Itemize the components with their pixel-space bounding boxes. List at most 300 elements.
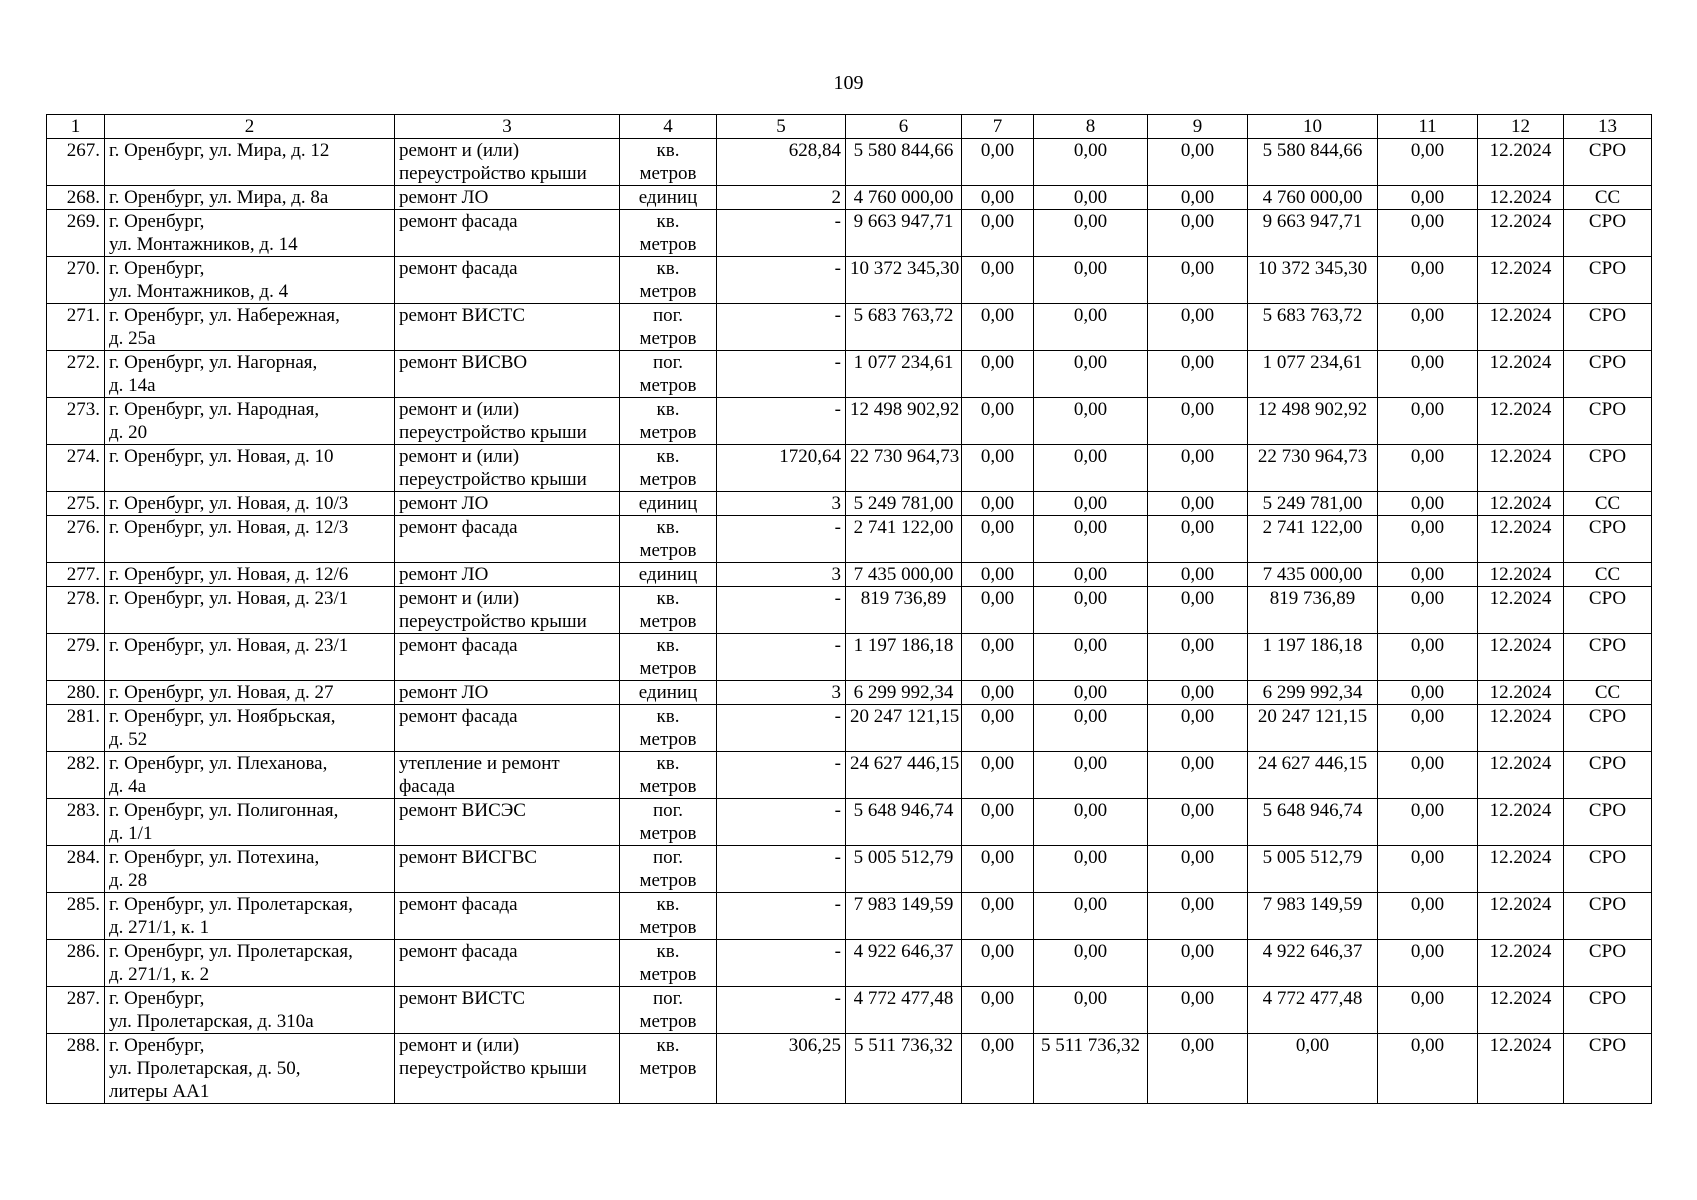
- unit-cell-line: кв.: [656, 635, 680, 656]
- address-cell-line: г. Оренбург, ул. Новая, д. 23/1: [109, 635, 349, 656]
- cost-col10-cell: 7 435 000,00: [1248, 563, 1378, 587]
- column-header: 11: [1378, 115, 1478, 139]
- address-cell: [105, 987, 395, 1034]
- row-number-cell: 276.: [47, 516, 105, 563]
- address-cell-line: д. 271/1, к. 2: [109, 964, 210, 985]
- address-cell-line: ул. Пролетарская, д. 50,: [109, 1058, 301, 1079]
- work-type-cell-line: ремонт и (или): [399, 399, 520, 420]
- quantity-cell: -: [717, 846, 846, 893]
- cost-col10-cell: 10 372 345,30: [1248, 257, 1378, 304]
- cost-col9-cell: 0,00: [1148, 398, 1248, 445]
- quantity-cell: -: [717, 587, 846, 634]
- cost-col10-cell: 5 005 512,79: [1248, 846, 1378, 893]
- cost-col9-cell: 0,00: [1148, 893, 1248, 940]
- work-type-cell-line: ремонт фасада: [399, 635, 518, 656]
- address-cell-line: г. Оренбург, ул. Новая, д. 10: [109, 446, 334, 467]
- address-cell-line: г. Оренбург, ул. Потехина,: [109, 847, 320, 868]
- unit-cell: [620, 563, 717, 587]
- cost-col10-cell: 22 730 964,73: [1248, 445, 1378, 492]
- unit-cell: [620, 752, 717, 799]
- work-type-cell: [395, 257, 620, 304]
- address-cell-line: литеры АА1: [109, 1081, 210, 1102]
- work-type-cell-line: ремонт и (или): [399, 588, 520, 609]
- completion-date-cell: 12.2024: [1478, 752, 1564, 799]
- address-cell-line: г. Оренбург, ул. Новая, д. 27: [109, 682, 334, 703]
- unit-cell-line: кв.: [656, 941, 680, 962]
- cost-col7-cell: 0,00: [962, 846, 1034, 893]
- row-number-cell: 274.: [47, 445, 105, 492]
- unit-cell-line: метров: [639, 1058, 697, 1079]
- cost-col9-cell: 0,00: [1148, 257, 1248, 304]
- cost-col11-cell: 0,00: [1378, 705, 1478, 752]
- cost-col10-cell: 819 736,89: [1248, 587, 1378, 634]
- cost-col10-cell: 1 197 186,18: [1248, 634, 1378, 681]
- cost-col9-cell: 0,00: [1148, 186, 1248, 210]
- unit-cell: [620, 1034, 717, 1104]
- column-header: 7: [962, 115, 1034, 139]
- completion-date-cell: 12.2024: [1478, 1034, 1564, 1104]
- address-cell-line: г. Оренбург, ул. Набережная,: [109, 305, 340, 326]
- cost-col7-cell: 0,00: [962, 940, 1034, 987]
- address-cell: [105, 705, 395, 752]
- unit-cell-line: пог.: [652, 988, 684, 1009]
- cost-col10-cell: 5 683 763,72: [1248, 304, 1378, 351]
- cost-col11-cell: 0,00: [1378, 563, 1478, 587]
- work-type-cell-line: переустройство крыши: [399, 422, 587, 443]
- address-cell: [105, 210, 395, 257]
- funding-method-cell: СС: [1564, 492, 1652, 516]
- row-number-cell: 288.: [47, 1034, 105, 1104]
- completion-date-cell: 12.2024: [1478, 186, 1564, 210]
- unit-cell-line: метров: [639, 776, 697, 797]
- funding-method-cell: СРО: [1564, 351, 1652, 398]
- work-type-cell-line: ремонт ЛО: [399, 682, 489, 703]
- completion-date-cell: 12.2024: [1478, 210, 1564, 257]
- work-type-cell: [395, 186, 620, 210]
- quantity-cell: -: [717, 634, 846, 681]
- unit-cell: [620, 398, 717, 445]
- unit-cell-line: кв.: [656, 399, 680, 420]
- work-type-cell: [395, 681, 620, 705]
- cost-col8-cell: 0,00: [1034, 752, 1148, 799]
- address-cell-line: г. Оренбург, ул. Новая, д. 12/6: [109, 564, 349, 585]
- funding-method-cell: СРО: [1564, 398, 1652, 445]
- work-type-cell: [395, 752, 620, 799]
- quantity-cell: -: [717, 304, 846, 351]
- unit-cell: [620, 186, 717, 210]
- row-number-cell: 269.: [47, 210, 105, 257]
- total-cost-cell: 7 435 000,00: [846, 563, 962, 587]
- unit-cell-line: метров: [639, 281, 697, 302]
- row-number-cell: 281.: [47, 705, 105, 752]
- row-number-cell: 273.: [47, 398, 105, 445]
- total-cost-cell: 819 736,89: [846, 587, 962, 634]
- address-cell: [105, 634, 395, 681]
- column-header: 8: [1034, 115, 1148, 139]
- address-cell: [105, 257, 395, 304]
- table-row: [47, 210, 1652, 257]
- unit-cell: [620, 587, 717, 634]
- row-number-cell: 268.: [47, 186, 105, 210]
- cost-col11-cell: 0,00: [1378, 681, 1478, 705]
- address-cell: [105, 563, 395, 587]
- cost-col7-cell: 0,00: [962, 492, 1034, 516]
- cost-col7-cell: 0,00: [962, 681, 1034, 705]
- completion-date-cell: 12.2024: [1478, 304, 1564, 351]
- completion-date-cell: 12.2024: [1478, 681, 1564, 705]
- address-cell: [105, 1034, 395, 1104]
- row-number-cell: 277.: [47, 563, 105, 587]
- work-type-cell: [395, 351, 620, 398]
- unit-cell: [620, 257, 717, 304]
- cost-col8-cell: 0,00: [1034, 186, 1148, 210]
- funding-method-cell: СРО: [1564, 705, 1652, 752]
- cost-col11-cell: 0,00: [1378, 304, 1478, 351]
- cost-col10-cell: 4 760 000,00: [1248, 186, 1378, 210]
- funding-method-cell: СС: [1564, 563, 1652, 587]
- quantity-cell: -: [717, 940, 846, 987]
- funding-method-cell: СРО: [1564, 139, 1652, 186]
- funding-method-cell: СРО: [1564, 752, 1652, 799]
- address-cell-line: ул. Монтажников, д. 4: [109, 281, 289, 302]
- table-row: [47, 987, 1652, 1034]
- cost-col9-cell: 0,00: [1148, 139, 1248, 186]
- completion-date-cell: 12.2024: [1478, 893, 1564, 940]
- funding-method-cell: СРО: [1564, 257, 1652, 304]
- completion-date-cell: 12.2024: [1478, 634, 1564, 681]
- cost-col10-cell: 5 580 844,66: [1248, 139, 1378, 186]
- cost-col7-cell: 0,00: [962, 186, 1034, 210]
- unit-cell-line: кв.: [656, 446, 680, 467]
- unit-cell: [620, 705, 717, 752]
- cost-col8-cell: 0,00: [1034, 846, 1148, 893]
- total-cost-cell: 2 741 122,00: [846, 516, 962, 563]
- row-number-cell: 284.: [47, 846, 105, 893]
- unit-cell-line: метров: [639, 328, 697, 349]
- table-row: [47, 752, 1652, 799]
- cost-col11-cell: 0,00: [1378, 799, 1478, 846]
- work-type-cell-line: ремонт фасада: [399, 706, 518, 727]
- work-type-cell: [395, 634, 620, 681]
- cost-col10-cell: 5 648 946,74: [1248, 799, 1378, 846]
- work-type-cell: [395, 516, 620, 563]
- funding-method-cell: СРО: [1564, 445, 1652, 492]
- quantity-cell: 3: [717, 563, 846, 587]
- unit-cell-line: кв.: [656, 894, 680, 915]
- address-cell-line: ул. Монтажников, д. 14: [109, 234, 298, 255]
- cost-col8-cell: 0,00: [1034, 893, 1148, 940]
- work-type-cell-line: ремонт ВИСВО: [399, 352, 528, 373]
- quantity-cell: -: [717, 257, 846, 304]
- cost-col8-cell: 0,00: [1034, 304, 1148, 351]
- address-cell: [105, 752, 395, 799]
- address-cell: [105, 492, 395, 516]
- quantity-cell: 1720,64: [717, 445, 846, 492]
- cost-col11-cell: 0,00: [1378, 398, 1478, 445]
- work-type-cell-line: ремонт и (или): [399, 446, 520, 467]
- quantity-cell: 3: [717, 681, 846, 705]
- quantity-cell: -: [717, 799, 846, 846]
- table-row: [47, 563, 1652, 587]
- total-cost-cell: 9 663 947,71: [846, 210, 962, 257]
- column-header: 3: [395, 115, 620, 139]
- unit-cell-line: метров: [639, 917, 697, 938]
- address-cell: [105, 587, 395, 634]
- cost-col7-cell: 0,00: [962, 705, 1034, 752]
- unit-cell-line: метров: [639, 469, 697, 490]
- funding-method-cell: СРО: [1564, 940, 1652, 987]
- funding-method-cell: СС: [1564, 186, 1652, 210]
- table-row: [47, 893, 1652, 940]
- funding-method-cell: СРО: [1564, 846, 1652, 893]
- cost-col7-cell: 0,00: [962, 634, 1034, 681]
- unit-cell-line: кв.: [656, 706, 680, 727]
- cost-col11-cell: 0,00: [1378, 257, 1478, 304]
- address-cell-line: ул. Пролетарская, д. 310а: [109, 1011, 314, 1032]
- address-cell-line: г. Оренбург, ул. Ноябрьская,: [109, 706, 336, 727]
- work-type-cell-line: ремонт фасада: [399, 941, 518, 962]
- table-row: [47, 1034, 1652, 1104]
- address-cell-line: г. Оренбург, ул. Нагорная,: [109, 352, 318, 373]
- table-row: [47, 705, 1652, 752]
- cost-col7-cell: 0,00: [962, 516, 1034, 563]
- quantity-cell: 3: [717, 492, 846, 516]
- cost-col7-cell: 0,00: [962, 351, 1034, 398]
- address-cell: [105, 940, 395, 987]
- total-cost-cell: 5 249 781,00: [846, 492, 962, 516]
- completion-date-cell: 12.2024: [1478, 563, 1564, 587]
- cost-col7-cell: 0,00: [962, 445, 1034, 492]
- table-row: [47, 139, 1652, 186]
- address-cell-line: д. 14а: [109, 375, 156, 396]
- unit-cell-line: метров: [639, 422, 697, 443]
- cost-col11-cell: 0,00: [1378, 1034, 1478, 1104]
- column-header: 10: [1248, 115, 1378, 139]
- unit-cell: [620, 634, 717, 681]
- unit-cell-line: кв.: [656, 211, 680, 232]
- quantity-cell: -: [717, 893, 846, 940]
- cost-col8-cell: 0,00: [1034, 351, 1148, 398]
- unit-cell-line: метров: [639, 870, 697, 891]
- row-number-cell: 278.: [47, 587, 105, 634]
- total-cost-cell: 1 197 186,18: [846, 634, 962, 681]
- unit-cell-line: кв.: [656, 1035, 680, 1056]
- cost-col10-cell: 20 247 121,15: [1248, 705, 1378, 752]
- cost-col11-cell: 0,00: [1378, 186, 1478, 210]
- column-header: 12: [1478, 115, 1564, 139]
- completion-date-cell: 12.2024: [1478, 257, 1564, 304]
- quantity-cell: -: [717, 516, 846, 563]
- row-number-cell: 270.: [47, 257, 105, 304]
- cost-col7-cell: 0,00: [962, 587, 1034, 634]
- work-type-cell: [395, 1034, 620, 1104]
- unit-cell: [620, 139, 717, 186]
- address-cell-line: г. Оренбург, ул. Народная,: [109, 399, 320, 420]
- work-type-cell-line: ремонт и (или): [399, 1035, 520, 1056]
- cost-col8-cell: 0,00: [1034, 516, 1148, 563]
- unit-cell: [620, 516, 717, 563]
- completion-date-cell: 12.2024: [1478, 705, 1564, 752]
- cost-col9-cell: 0,00: [1148, 681, 1248, 705]
- cost-col10-cell: 12 498 902,92: [1248, 398, 1378, 445]
- quantity-cell: -: [717, 210, 846, 257]
- column-header: 1: [47, 115, 105, 139]
- unit-cell: [620, 846, 717, 893]
- quantity-cell: -: [717, 705, 846, 752]
- address-cell-line: г. Оренбург, ул. Пролетарская,: [109, 894, 353, 915]
- cost-col10-cell: 1 077 234,61: [1248, 351, 1378, 398]
- completion-date-cell: 12.2024: [1478, 846, 1564, 893]
- column-header: 4: [620, 115, 717, 139]
- unit-cell-line: кв.: [656, 517, 680, 538]
- address-cell-line: г. Оренбург, ул. Новая, д. 23/1: [109, 588, 349, 609]
- address-cell-line: д. 52: [109, 729, 148, 750]
- cost-col8-cell: 0,00: [1034, 210, 1148, 257]
- work-type-cell-line: переустройство крыши: [399, 163, 587, 184]
- cost-col9-cell: 0,00: [1148, 799, 1248, 846]
- total-cost-cell: 5 511 736,32: [846, 1034, 962, 1104]
- table-row: [47, 398, 1652, 445]
- column-header: 6: [846, 115, 962, 139]
- row-number-cell: 272.: [47, 351, 105, 398]
- cost-col8-cell: 0,00: [1034, 398, 1148, 445]
- unit-cell: [620, 799, 717, 846]
- completion-date-cell: 12.2024: [1478, 445, 1564, 492]
- cost-col8-cell: 0,00: [1034, 445, 1148, 492]
- table-row: [47, 681, 1652, 705]
- unit-cell-line: пог.: [652, 847, 684, 868]
- work-type-cell-line: ремонт ЛО: [399, 493, 489, 514]
- unit-cell-line: единиц: [638, 682, 698, 703]
- cost-col7-cell: 0,00: [962, 304, 1034, 351]
- row-number-cell: 275.: [47, 492, 105, 516]
- work-type-cell: [395, 705, 620, 752]
- address-cell: [105, 846, 395, 893]
- completion-date-cell: 12.2024: [1478, 987, 1564, 1034]
- cost-col8-cell: 0,00: [1034, 799, 1148, 846]
- cost-col9-cell: 0,00: [1148, 210, 1248, 257]
- table-row: [47, 351, 1652, 398]
- cost-col10-cell: 2 741 122,00: [1248, 516, 1378, 563]
- address-cell-line: д. 271/1, к. 1: [109, 917, 210, 938]
- work-type-cell-line: фасада: [399, 776, 455, 797]
- table-body: [47, 139, 1652, 1104]
- address-cell-line: г. Оренбург,: [109, 1035, 205, 1056]
- cost-col9-cell: 0,00: [1148, 705, 1248, 752]
- row-number-cell: 283.: [47, 799, 105, 846]
- unit-cell-line: единиц: [638, 187, 698, 208]
- total-cost-cell: 5 683 763,72: [846, 304, 962, 351]
- cost-col9-cell: 0,00: [1148, 587, 1248, 634]
- cost-col10-cell: 4 772 477,48: [1248, 987, 1378, 1034]
- cost-col7-cell: 0,00: [962, 987, 1034, 1034]
- cost-col9-cell: 0,00: [1148, 492, 1248, 516]
- work-type-cell: [395, 398, 620, 445]
- cost-col11-cell: 0,00: [1378, 940, 1478, 987]
- unit-cell-line: метров: [639, 1011, 697, 1032]
- cost-col11-cell: 0,00: [1378, 987, 1478, 1034]
- address-cell-line: г. Оренбург,: [109, 258, 205, 279]
- work-type-cell-line: ремонт ЛО: [399, 187, 489, 208]
- cost-col9-cell: 0,00: [1148, 445, 1248, 492]
- quantity-cell: 306,25: [717, 1034, 846, 1104]
- address-cell-line: г. Оренбург, ул. Полигонная,: [109, 800, 339, 821]
- cost-col8-cell: 0,00: [1034, 987, 1148, 1034]
- cost-col10-cell: 6 299 992,34: [1248, 681, 1378, 705]
- address-cell-line: д. 28: [109, 870, 148, 891]
- address-cell-line: г. Оренбург, ул. Новая, д. 10/3: [109, 493, 349, 514]
- unit-cell: [620, 940, 717, 987]
- cost-col11-cell: 0,00: [1378, 893, 1478, 940]
- unit-cell-line: пог.: [652, 352, 684, 373]
- cost-col8-cell: 0,00: [1034, 139, 1148, 186]
- address-cell: [105, 186, 395, 210]
- cost-col8-cell: 0,00: [1034, 257, 1148, 304]
- row-number-cell: 282.: [47, 752, 105, 799]
- work-type-cell: [395, 445, 620, 492]
- unit-cell-line: метров: [639, 611, 697, 632]
- quantity-cell: -: [717, 398, 846, 445]
- work-type-cell-line: переустройство крыши: [399, 611, 587, 632]
- table-row: [47, 492, 1652, 516]
- row-number-cell: 287.: [47, 987, 105, 1034]
- cost-col7-cell: 0,00: [962, 257, 1034, 304]
- cost-col9-cell: 0,00: [1148, 634, 1248, 681]
- cost-col7-cell: 0,00: [962, 752, 1034, 799]
- unit-cell: [620, 210, 717, 257]
- cost-col8-cell: 0,00: [1034, 705, 1148, 752]
- address-cell-line: д. 4а: [109, 776, 147, 797]
- address-cell-line: г. Оренбург, ул. Новая, д. 12/3: [109, 517, 349, 538]
- total-cost-cell: 5 648 946,74: [846, 799, 962, 846]
- unit-cell: [620, 681, 717, 705]
- row-number-cell: 280.: [47, 681, 105, 705]
- unit-cell-line: метров: [639, 964, 697, 985]
- total-cost-cell: 24 627 446,15: [846, 752, 962, 799]
- address-cell-line: д. 25а: [109, 328, 156, 349]
- work-type-cell: [395, 563, 620, 587]
- address-cell-line: д. 20: [109, 422, 148, 443]
- column-header: 2: [105, 115, 395, 139]
- work-type-cell-line: ремонт фасада: [399, 258, 518, 279]
- table-row: [47, 186, 1652, 210]
- address-cell-line: г. Оренбург,: [109, 211, 205, 232]
- unit-cell-line: метров: [639, 163, 697, 184]
- repair-program-table: [46, 114, 1652, 1104]
- total-cost-cell: 4 760 000,00: [846, 186, 962, 210]
- work-type-cell-line: переустройство крыши: [399, 469, 587, 490]
- cost-col9-cell: 0,00: [1148, 987, 1248, 1034]
- cost-col9-cell: 0,00: [1148, 351, 1248, 398]
- unit-cell-line: пог.: [652, 305, 684, 326]
- column-header: 9: [1148, 115, 1248, 139]
- cost-col11-cell: 0,00: [1378, 516, 1478, 563]
- cost-col9-cell: 0,00: [1148, 846, 1248, 893]
- funding-method-cell: СРО: [1564, 516, 1652, 563]
- table-row: [47, 304, 1652, 351]
- table-row: [47, 516, 1652, 563]
- address-cell-line: д. 1/1: [109, 823, 153, 844]
- address-cell: [105, 445, 395, 492]
- cost-col8-cell: 0,00: [1034, 563, 1148, 587]
- funding-method-cell: СРО: [1564, 304, 1652, 351]
- completion-date-cell: 12.2024: [1478, 492, 1564, 516]
- cost-col8-cell: 0,00: [1034, 587, 1148, 634]
- unit-cell: [620, 492, 717, 516]
- address-cell: [105, 516, 395, 563]
- work-type-cell-line: ремонт ВИСГВС: [399, 847, 538, 868]
- funding-method-cell: СРО: [1564, 634, 1652, 681]
